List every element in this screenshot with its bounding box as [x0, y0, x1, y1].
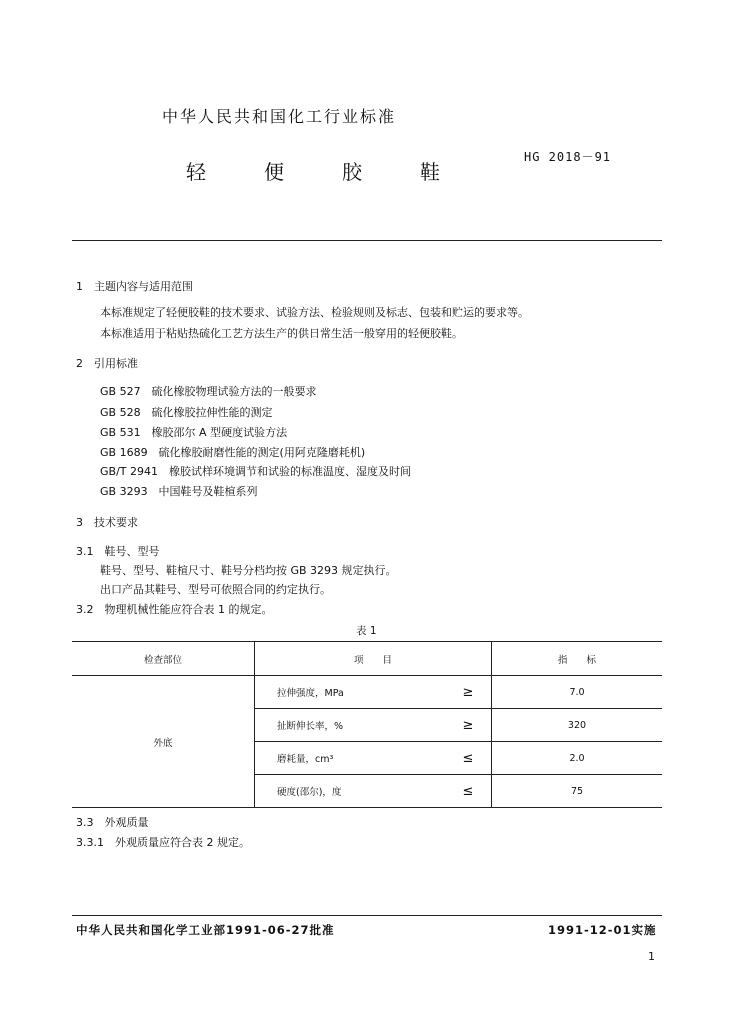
sign-cell: ≤ [445, 742, 492, 775]
header-cell-item: 项 目 [255, 642, 492, 676]
section-3-2-heading: 3.2 物理机械性能应符合表 1 的规定。 [76, 603, 273, 616]
header-cell-value: 指 标 [492, 642, 663, 676]
reference-item: GB 1689 硫化橡胶耐磨性能的测定(用阿克隆磨耗机) [100, 446, 366, 459]
table-header-row [72, 642, 662, 676]
section-3-heading: 3 技术要求 [76, 516, 138, 529]
section-3-1-paragraph-2: 出口产品其鞋号、型号可依照合同的约定执行。 [100, 583, 331, 596]
reference-item: GB 3293 中国鞋号及鞋楦系列 [100, 485, 258, 498]
footer-rule [72, 915, 662, 916]
value-cell: 75 [492, 775, 663, 808]
section-3-1-heading: 3.1 鞋号、型号 [76, 545, 160, 558]
header-rule [72, 240, 662, 241]
section-3-3-heading: 3.3 外观质量 [76, 816, 149, 829]
reference-item: GB/T 2941 橡胶试样环境调节和试验的标准温度、湿度及时间 [100, 465, 411, 478]
item-cell: 磨耗量，cm³ [255, 742, 446, 775]
table-1 [72, 641, 662, 808]
reference-item: GB 527 硫化橡胶物理试验方法的一般要求 [100, 385, 317, 398]
value-cell: 2.0 [492, 742, 663, 775]
standard-title: 中华人民共和国化工行业标准 [162, 107, 397, 126]
section-2-heading: 2 引用标准 [76, 357, 138, 370]
value-cell: 320 [492, 709, 663, 742]
sign-cell: ≤ [445, 775, 492, 808]
section-3-1-paragraph-1: 鞋号、型号、鞋楦尺寸、鞋号分档均按 GB 3293 规定执行。 [100, 564, 397, 577]
section-1-paragraph-1: 本标准规定了轻便胶鞋的技术要求、试验方法、检验规则及标志、包装和贮运的要求等。 [100, 306, 529, 319]
item-cell: 硬度(邵尔)，度 [255, 775, 446, 808]
item-cell: 拉伸强度，MPa [255, 676, 446, 709]
section-1-heading: 1 主题内容与适用范围 [76, 280, 193, 293]
section-3-3-1-paragraph: 3.3.1 外观质量应符合表 2 规定。 [76, 836, 250, 849]
document-code: HG 2018－91 [524, 150, 612, 164]
item-cell: 扯断伸长率，% [255, 709, 446, 742]
page-number: 1 [648, 950, 655, 963]
sign-cell: ≥ [445, 676, 492, 709]
effective-date: 1991-12-01实施 [548, 923, 657, 937]
reference-item: GB 531 橡胶邵尔 A 型硬度试验方法 [100, 426, 288, 439]
approval-line: 中华人民共和国化学工业部1991-06-27批准 [76, 923, 335, 937]
part-cell: 外底 [72, 676, 255, 808]
reference-item: GB 528 硫化橡胶拉伸性能的测定 [100, 406, 273, 419]
sign-cell: ≥ [445, 709, 492, 742]
document-title: 轻便胶鞋 [186, 160, 498, 184]
section-1-paragraph-2: 本标准适用于粘贴热硫化工艺方法生产的供日常生活一般穿用的轻便胶鞋。 [100, 327, 463, 340]
value-cell: 7.0 [492, 676, 663, 709]
header-cell-part: 检查部位 [72, 642, 255, 676]
table-caption: 表 1 [356, 625, 377, 637]
table-row [72, 676, 662, 709]
